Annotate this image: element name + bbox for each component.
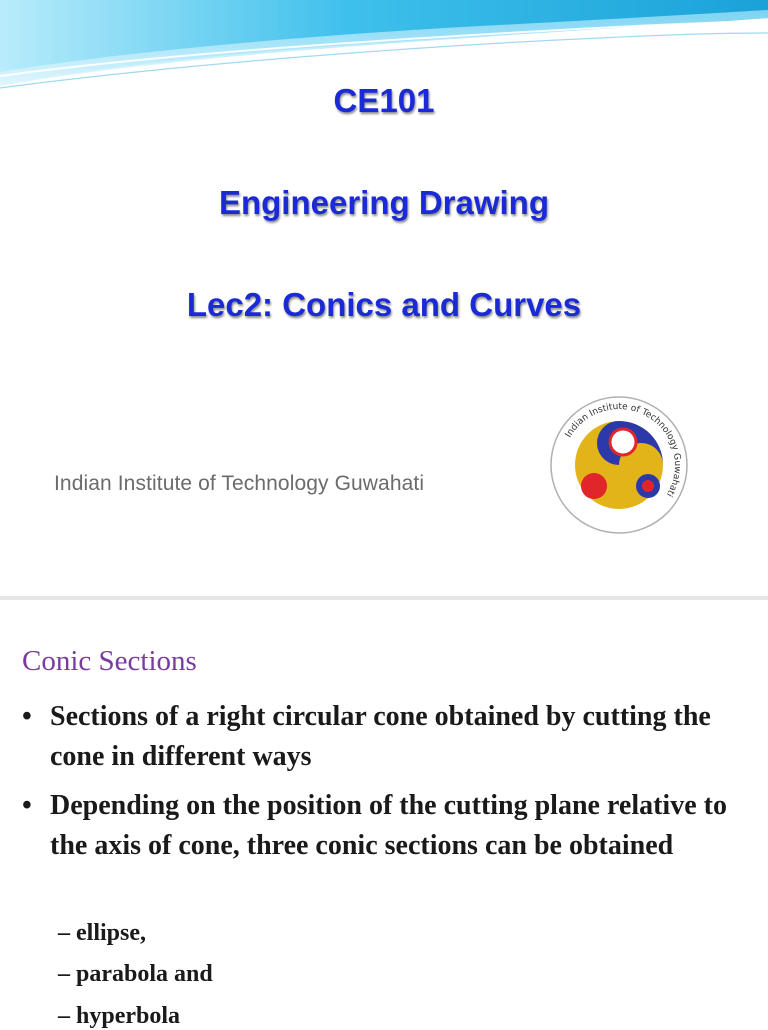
sub-list-marker: – [58,1003,70,1029]
sub-list-marker: – [58,920,70,946]
lecture-title: Lec2: Conics and Curves [186,286,582,323]
course-code: CE101 [333,82,435,119]
header-wave-decoration [0,0,768,92]
section-heading: Conic Sections [22,645,197,677]
sub-list-item [58,961,213,988]
sub-list-text: parabola and [76,961,213,987]
course-name: Engineering Drawing [218,184,550,221]
bullet-marker: • [22,701,32,732]
logo-ring-text: Indian Institute of Technology Guwahati [563,401,683,499]
bullet-text: Depending on the position of the cutting plane relative to the axis of cone, three conic sections can be obtained [50,790,727,861]
sub-list-item [58,1003,180,1030]
bullet-text: Sections of a right circular cone obtained by cutting the cone in different ways [50,701,711,772]
sub-list-text: ellipse, [76,920,146,946]
bullet-item [22,786,752,866]
iit-guwahati-logo [548,394,690,536]
sub-list-marker: – [58,961,70,987]
bullet-marker: • [22,790,32,821]
institute-name: Indian Institute of Technology Guwahati [54,472,425,495]
bullet-item [22,697,752,777]
sub-list-item [58,920,146,947]
sub-list-text: hyperbola [76,1003,181,1029]
